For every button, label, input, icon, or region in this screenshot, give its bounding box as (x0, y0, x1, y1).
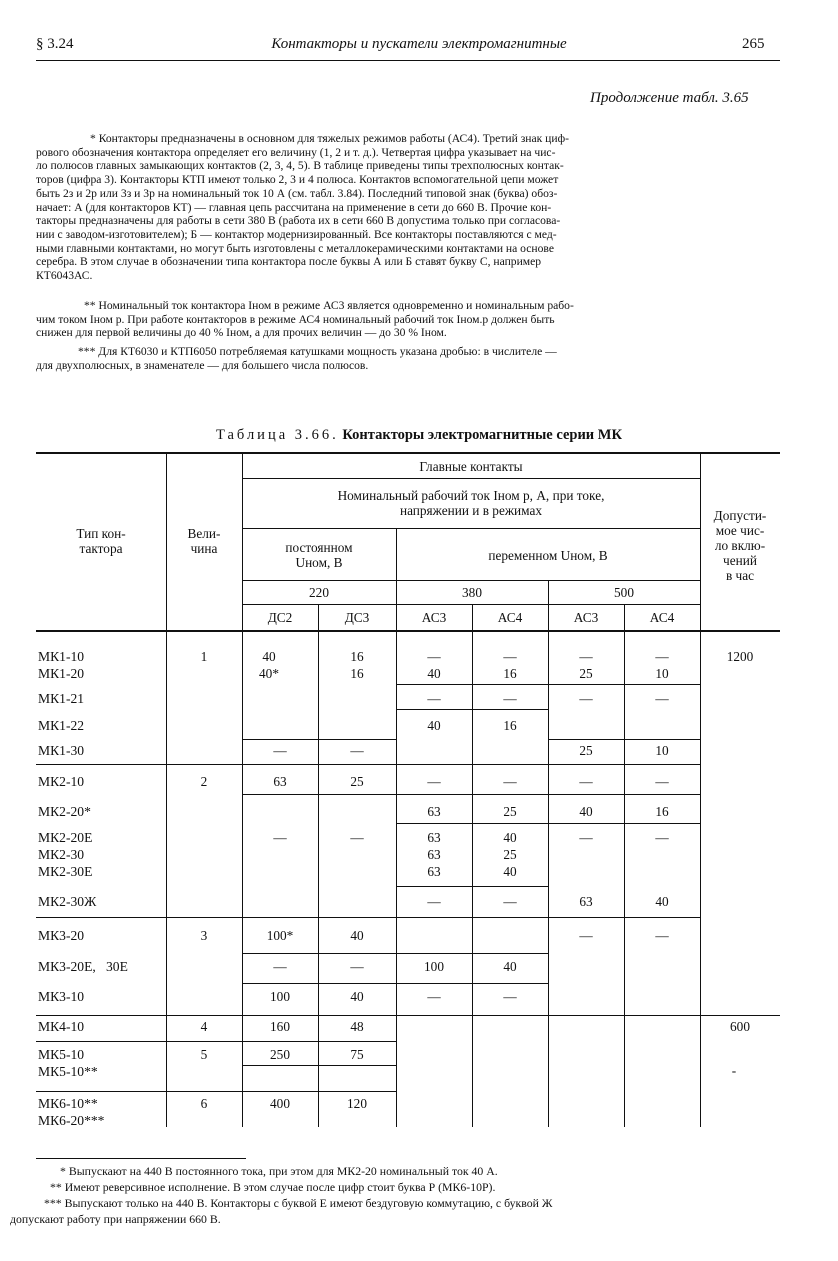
value-cell: 40 (503, 864, 517, 879)
value-cell: 40 (427, 718, 441, 733)
head-rated-current: Номинальный рабочий ток Iном р, А, при токе, напряжении и в режимах (337, 488, 605, 518)
value-cell: 120 (347, 1096, 367, 1111)
value-cell: 40 (262, 649, 276, 664)
value-cell: 40* (259, 666, 279, 681)
value-cell: — (427, 691, 441, 706)
value-cell: — (579, 830, 593, 845)
value-cell: — (655, 649, 669, 664)
size-cell: 2 (200, 774, 208, 789)
head-mode: АС3 (573, 610, 599, 625)
switchings-cell: - (731, 1063, 737, 1078)
value-cell: 75 (350, 1047, 364, 1062)
group-rule (36, 917, 700, 918)
value-cell: — (503, 691, 517, 706)
size-cell: 1 (200, 649, 208, 664)
value-cell: 63 (427, 830, 441, 845)
head-volt-380: 380 (462, 585, 482, 600)
note-line: для двухполюсных, в знаменателе — для большего числа полюсов. (36, 358, 369, 372)
note-line: *** Для КТ6030 и КТП6050 потребляемая катушками мощность указана дробью: в числителе — (78, 345, 557, 358)
value-cell: 40 (427, 666, 441, 681)
contactor-type: МК3-20 (38, 928, 85, 943)
value-cell: 63 (579, 894, 593, 909)
size-cell: 5 (200, 1047, 208, 1062)
value-cell: — (503, 989, 517, 1004)
note-line: снижен для первой величины до 40 % Iном, а для прочих величин — до 30 % Iном. (36, 326, 447, 340)
head-bottom-rule (36, 630, 780, 632)
value-cell: — (579, 649, 593, 664)
note-line: серебра. В этом случае в обозначении типа контактора после буквы А или Б ставят букву С, например (36, 255, 542, 269)
inner-rule (242, 794, 700, 795)
note-line: начает: А (для контакторов КТ) — главная цепь рассчитана на применение в сети до 660 В. Прочие кон- (36, 200, 552, 214)
value-cell: 16 (350, 666, 364, 681)
footnote: допускают работу при напряжении 660 В. (10, 1212, 221, 1226)
contactor-type: МК2-20Е (38, 830, 93, 845)
switchings-cell: 1200 (726, 649, 754, 664)
inner-rule (242, 739, 396, 740)
inner-rule (242, 953, 548, 954)
value-cell: 10 (655, 743, 669, 758)
head-rule (242, 478, 700, 479)
head-main-contacts: Главные контакты (419, 459, 523, 474)
contactor-type: МК2-20* (38, 804, 91, 819)
contactor-type: МК1-10 (38, 649, 85, 664)
value-cell: 40 (350, 928, 364, 943)
value-cell: 25 (503, 847, 517, 862)
size-cell: 6 (200, 1096, 208, 1111)
contactor-type: МК6-10** (38, 1096, 98, 1111)
switchings-cell: 600 (730, 1019, 750, 1034)
contactor-type: МК1-21 (38, 691, 85, 706)
note-line: ** Номинальный ток контактора Iном в режиме АС3 является одновременно и номинальным рабо- (84, 299, 574, 312)
inner-rule (242, 1065, 396, 1066)
note-line: КТ6043АС. (36, 269, 93, 283)
value-cell: — (579, 774, 593, 789)
contactor-type: МК1-20 (38, 666, 85, 681)
contactor-type: МК1-30 (38, 743, 85, 758)
caption-prefix: Таблица 3.66. (216, 427, 339, 443)
value-cell: — (273, 743, 287, 758)
value-cell: 63 (427, 864, 441, 879)
contactor-type: МК4-10 (38, 1019, 85, 1034)
value-cell: — (273, 830, 287, 845)
contactor-type: МК2-30 (38, 847, 85, 862)
head-mode: АС3 (421, 610, 447, 625)
value-cell: 160 (270, 1019, 290, 1034)
note-line: торов (цифра 3). Контакторы КТП имеют только 2, 3 и 4 полюса. Контактов вспомогательной цепи может (36, 173, 559, 187)
contactor-type: МК5-10** (38, 1064, 98, 1079)
note-line: рового обозначения контактора определяет его величину (1, 2 и т. д.). Четвертая цифра указывает на чис- (36, 145, 556, 159)
value-cell: — (655, 691, 669, 706)
size-cell: 4 (200, 1019, 208, 1034)
value-cell: — (427, 989, 441, 1004)
section-number: § 3.24 (36, 36, 74, 52)
value-cell: — (350, 959, 364, 974)
value-cell: 63 (427, 847, 441, 862)
footnote: * Выпускают на 440 В постоянного тока, при этом для МК2-20 номинальный ток 40 А. (60, 1164, 498, 1178)
value-cell: — (655, 774, 669, 789)
value-cell: — (350, 743, 364, 758)
group-rule (36, 1041, 396, 1042)
head-switchings: Допусти- мое чис- ло вклю- чений в час (713, 508, 767, 583)
value-cell: 100 (270, 989, 290, 1004)
col-rule (624, 605, 625, 1127)
value-cell: — (273, 959, 287, 974)
footnote: ** Имеют реверсивное исполнение. В этом случае после цифр стоит буква Р (МК6-10Р). (50, 1180, 496, 1194)
value-cell: — (503, 894, 517, 909)
value-cell: 100* (266, 928, 294, 943)
head-rule (242, 604, 700, 605)
value-cell: 40 (503, 830, 517, 845)
group-rule (36, 764, 700, 765)
contactor-type: МК2-30Ж (38, 894, 97, 909)
value-cell: — (427, 774, 441, 789)
value-cell: — (427, 649, 441, 664)
head-volt-500: 500 (614, 585, 634, 600)
value-cell: — (503, 774, 517, 789)
value-cell: — (655, 830, 669, 845)
inner-rule (242, 983, 548, 984)
note-line: * Контакторы предназначены в основном для тяжелых режимов работы (АС4). Третий знак циф- (90, 132, 569, 145)
value-cell: — (579, 691, 593, 706)
contactor-type: МК3-20Е, 30Е (38, 959, 128, 974)
value-cell: 40 (579, 804, 593, 819)
head-dc: постоянном Uном, В (285, 540, 353, 570)
value-cell: — (655, 928, 669, 943)
contactor-type: МК3-10 (38, 989, 85, 1004)
value-cell: — (579, 928, 593, 943)
footnote-rule (36, 1158, 246, 1159)
contactor-type: МК5-10 (38, 1047, 85, 1062)
page-number: 265 (742, 36, 765, 52)
value-cell: 63 (427, 804, 441, 819)
value-cell: 63 (273, 774, 287, 789)
head-type: Тип кон- тактора (76, 526, 126, 556)
contactor-type: МК1-22 (38, 718, 85, 733)
value-cell: 400 (270, 1096, 290, 1111)
value-cell: 40 (503, 959, 517, 974)
head-volt-220: 220 (309, 585, 329, 600)
note-line: нии с заводом-изготовителем); Б — контактор модернизированный. Все контакторы поставляются с мед- (36, 227, 557, 241)
value-cell: 25 (579, 743, 593, 758)
group-rule (36, 1091, 396, 1092)
value-cell: 16 (655, 804, 669, 819)
value-cell: — (427, 894, 441, 909)
value-cell: 250 (270, 1047, 290, 1062)
caption-title: Контакторы электромагнитные серии МК (342, 427, 622, 443)
value-cell: 48 (350, 1019, 364, 1034)
note-line: ными главными контактами, но могут быть изготовлены с металлокерамическими контактами на основе (36, 241, 554, 255)
value-cell: 16 (503, 718, 517, 733)
head-rule (242, 580, 700, 581)
value-cell: 25 (503, 804, 517, 819)
value-cell: 25 (350, 774, 364, 789)
value-cell: 40 (655, 894, 669, 909)
head-mode: АС4 (497, 610, 523, 625)
contactor-type: МК6-20*** (38, 1113, 105, 1128)
group-rule (36, 1015, 780, 1016)
value-cell: — (350, 830, 364, 845)
value-cell: — (503, 649, 517, 664)
continuation-label: Продолжение табл. 3.65 (590, 90, 749, 106)
head-size: Вели- чина (187, 526, 221, 556)
contactor-type: МК2-30Е (38, 864, 93, 879)
value-cell: 16 (503, 666, 517, 681)
contactor-type: МК2-10 (38, 774, 85, 789)
note-line: ло полюсов главных замыкающих контактов (2, 3, 4, 5). В таблице приведены типы трехполюсных контак- (36, 159, 564, 173)
head-mode: АС4 (649, 610, 675, 625)
head-mode: ДС3 (344, 610, 370, 625)
size-cell: 3 (200, 928, 208, 943)
note-line: чим током Iном р. При работе контакторов в режиме АС4 номинальный рабочий ток Iном.р должен быть (36, 312, 555, 326)
note-line: такторы предназначены для работы в сети 380 В (работа их в сети 660 В допустима только при согласова- (36, 214, 561, 228)
head-mode: ДС2 (267, 610, 293, 625)
running-title: Контакторы и пускатели электромагнитные (271, 36, 567, 52)
note-line: быть 2з и 2р или 3з и 3р на номинальный ток 10 А (см. табл. 3.84). Последний типовой знак (буква) обоз- (36, 186, 558, 200)
value-cell: 10 (655, 666, 669, 681)
value-cell: 25 (579, 666, 593, 681)
head-rule (242, 528, 700, 529)
table-top-rule (36, 452, 780, 454)
value-cell: 16 (350, 649, 364, 664)
head-ac: переменном Uном, В (488, 548, 608, 563)
footnote: *** Выпускают только на 440 В. Контакторы с буквой Е имеют бездуговую коммутацию, с буквой Ж (44, 1196, 553, 1210)
value-cell: 40 (350, 989, 364, 1004)
value-cell: 100 (424, 959, 444, 974)
